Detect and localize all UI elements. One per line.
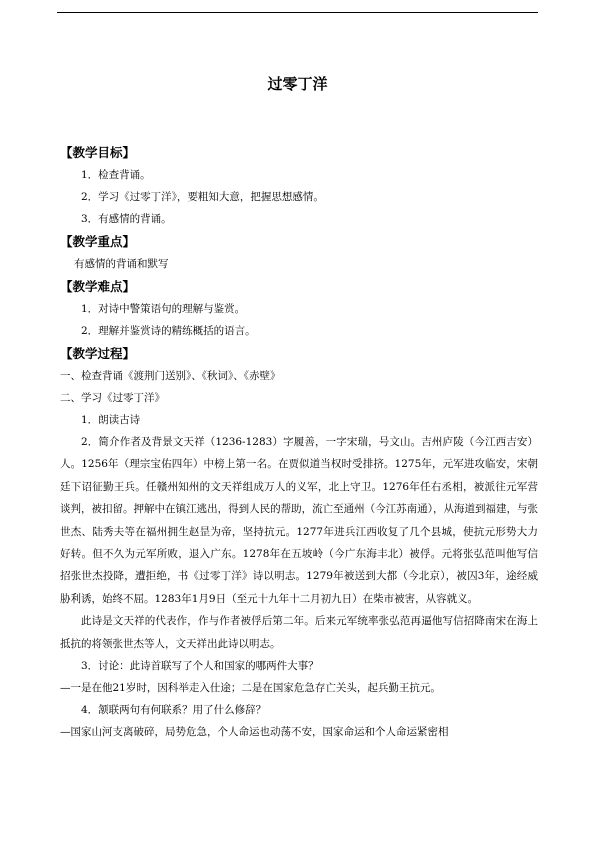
discussion-question-4: 4．颔联两句有何联系？用了什么修辞？ — [81, 704, 267, 717]
section-heading-process: 【教学过程】 — [60, 346, 136, 361]
process-step-2: 二、学习《过零丁洋》 — [60, 392, 165, 404]
process-step-1: 一、检查背诵《渡荆门送别》、《秋词》、《赤壁》 — [60, 370, 281, 382]
section-heading-key-points: 【教学重点】 — [60, 234, 136, 249]
author-background-paragraph: 2．简介作者及背景文天祥（1236-1283）字履善，一字宋瑞，号文山。吉州庐陵（今江西吉安）人。1256年（理宗宝佑四年）中榜上第一名。在贾似道当权时受排挤。1275年，元军进攻临安，宋朝廷下诏征勤王兵。任赣州知州的文天祥组成万人的义军，北上守卫。1276年任右丞相，被派往元军营谈判，被扣留。押解中在镇江逃出，得到人民的帮助，流亡至通州（今江苏南通），从海道到福建，与张世杰、陆秀夫等在福州拥生赵昰为帝，坚持抗元。1277年进兵江西收复了几个县城，使抗元形势大力好转。但不久为元军所败，退入广东。1278年在五坡岭（今广东海丰北）被俘。元将张弘范叫他写信招张世杰投降，遭拒绝，书《过零丁洋》诗以明志。1279年被送到大都（今北京），被囚3年，途经威胁利诱，始终不屈。1283年1月9日（至元十九年十二月初九日）在柴市被害，从容就义。 — [60, 436, 538, 605]
discussion-question-3: 3．讨论：此诗首联写了个人和国家的哪两件大事？ — [81, 660, 319, 673]
goal-item: 3．有感情的背诵。 — [81, 213, 172, 225]
process-sub-1: 1．朗读古诗 — [81, 414, 141, 426]
difficulty-item: 2．理解并鉴赏诗的精练概括的语言。 — [81, 325, 256, 337]
poem-background-paragraph: 此诗是文天祥的代表作，作与作者被俘后第二年。后来元军统率张弘范再逼他写信招降南宋在海上抵抗的将领张世杰等人，文天祥出此诗以明志。 — [60, 615, 538, 650]
section-heading-difficulties: 【教学难点】 — [60, 279, 136, 294]
key-points-text: 有感情的背诵和默写 — [74, 258, 169, 270]
discussion-answer-3: —一是在他21岁时，因科举走入仕途；二是在国家危急存亡关头，起兵勤王抗元。 — [60, 682, 441, 695]
discussion-answer-4: —国家山河支离破碎，局势危急，个人命运也动荡不安，国家命运和个人命运紧密相 — [60, 726, 449, 739]
goal-item: 2．学习《过零丁洋》，要粗知大意，把握思想感情。 — [81, 191, 324, 203]
page-title: 过零丁洋 — [267, 75, 328, 93]
goal-item: 1．检查背诵。 — [81, 169, 151, 181]
difficulty-item: 1．对诗中警策语句的理解与鉴赏。 — [81, 303, 246, 315]
section-heading-goals: 【教学目标】 — [60, 145, 136, 160]
header-rule — [57, 12, 538, 13]
document-body — [60, 141, 538, 744]
